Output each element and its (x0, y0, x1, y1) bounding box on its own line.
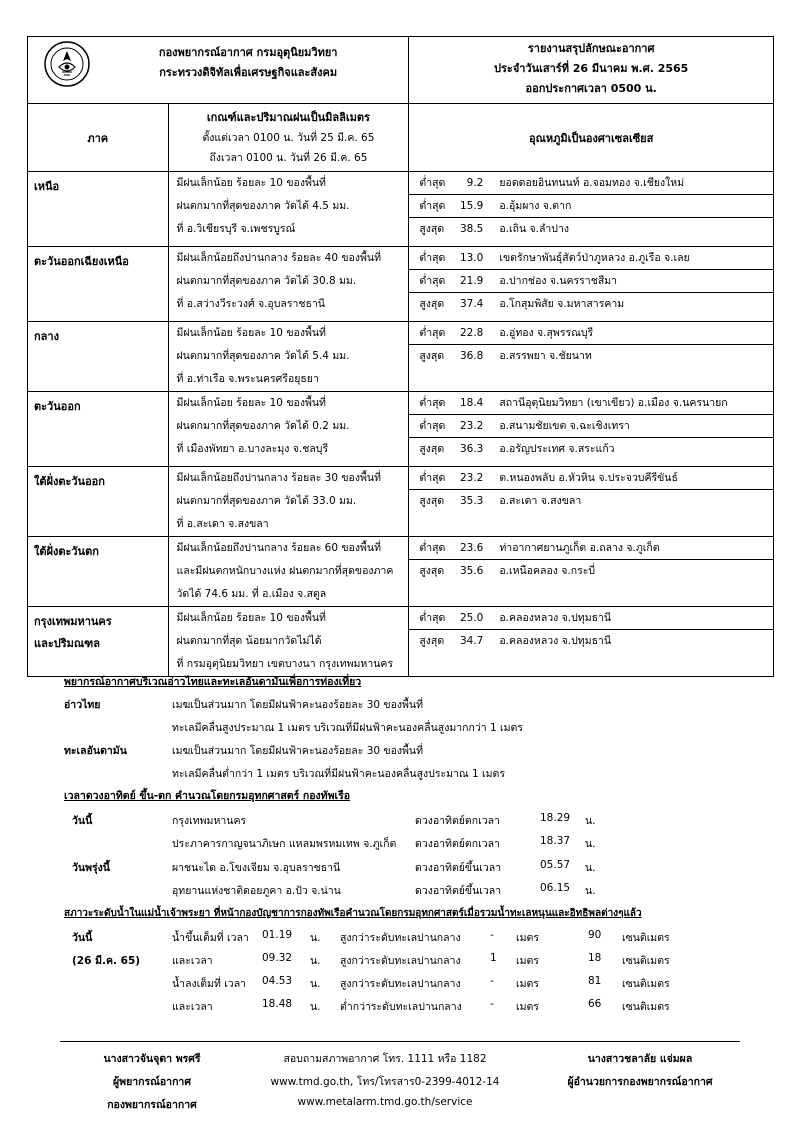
sun-event: ดวงอาทิตย์ตกเวลา (415, 815, 500, 827)
temp-label: สูงสุด (419, 223, 445, 235)
temp-label: สูงสุด (419, 350, 445, 362)
sun-time: 05.57 (540, 859, 571, 871)
tide-unit: น. (310, 978, 321, 990)
rain-cell (168, 537, 409, 607)
andaman-line1: เมฆเป็นส่วนมาก โดยมีฝนฟ้าคะนองร้อยละ 30 ของพื้นที่ (172, 745, 424, 757)
region-name-cell (28, 537, 169, 607)
temp-row (409, 247, 773, 270)
sun-event: ดวงอาทิตย์ขึ้นเวลา (415, 885, 502, 897)
sun-time: 18.37 (540, 835, 571, 847)
temp-value: 35.3 (459, 495, 484, 507)
rain-line: มีฝนเล็กน้อยถึงปานกลาง ร้อยละ 40 ของพื้นที่ (176, 252, 381, 264)
rain-line: มีฝนเล็กน้อย ร้อยละ 10 ของพื้นที่ (176, 177, 326, 189)
rain-line: วัดได้ 74.6 มม. ที่ อ.เมือง จ.สตูล (176, 588, 327, 600)
temp-value: 21.9 (459, 275, 484, 287)
tide-desc: และเวลา (172, 1001, 213, 1013)
temp-value: 18.4 (459, 397, 484, 409)
rain-cell (168, 392, 409, 467)
temp-location: สถานีอุตุนิยมวิทยา (เขาเขียว) อ.เมือง จ.นครนายก (499, 397, 728, 409)
temp-label: ต่ำสุด (419, 275, 446, 287)
sun-event: ดวงอาทิตย์ขึ้นเวลา (415, 862, 502, 874)
tide-meters-unit: เมตร (516, 932, 539, 944)
tide-cm: 66 (588, 998, 602, 1010)
director-name: นางสาวชลาลัย แจ่มผล (587, 1053, 693, 1065)
rain-header-to: ถึงเวลา 0100 น. วันที่ 26 มี.ค. 65 (209, 152, 368, 164)
region-name-cell (28, 467, 169, 537)
rain-line: ที่ กรมอุตุนิยมวิทยา เขตบางนา กรุงเทพมหานคร (176, 658, 394, 670)
region-header-label: ภาค (87, 131, 109, 145)
tourism-title: พยากรณ์อากาศบริเวณอ่าวไทยและทะเลอันดามันเพื่อการท่องเที่ยว (64, 676, 362, 688)
temp-location: เขตรักษาพันธุ์สัตว์ป่าภูหลวง อ.ภูเรือ จ.เลย (499, 252, 690, 264)
rain-line: ฝนตกมากที่สุดของภาค วัดได้ 30.8 มม. (176, 275, 357, 287)
rain-line: ฝนตกมากที่สุด น้อยมากวัดไม่ได้ (176, 635, 322, 647)
tide-time: 01.19 (262, 929, 293, 941)
tide-title: สภาวะระดับน้ำในแม่น้ำเจ้าพระยา ที่หน้ากองบัญชาการกองทัพเรือคำนวณโดยกรมอุทกศาสตร์เมื่อรวมน้ำทะเลหนุนและอิทธิพลต่างๆแล้ว (64, 908, 642, 919)
sun-place: กรุงเทพมหานคร (172, 815, 247, 827)
sun-unit: น. (585, 815, 596, 827)
tide-time: 18.48 (262, 998, 293, 1010)
rain-line: มีฝนเล็กน้อย ร้อยละ 10 ของพื้นที่ (176, 327, 326, 339)
andaman-line2: ทะเลมีคลื่นต่ำกว่า 1 เมตร บริเวณที่มีฝนฟ้าคะนองคลื่นสูงประมาณ 1 เมตร (172, 768, 505, 780)
temp-value: 23.6 (459, 542, 484, 554)
temp-value: 15.9 (459, 200, 484, 212)
temp-cell (409, 537, 774, 607)
tide-time: 04.53 (262, 975, 293, 987)
rain-line: และมีฝนตกหนักบางแห่ง ฝนตกมากที่สุดของภาค (176, 565, 394, 577)
tide-meters: - (490, 929, 494, 941)
temp-location: ยอดดอยอินทนนท์ อ.จอมทอง จ.เชียงใหม่ (499, 177, 685, 189)
temp-row (409, 467, 773, 490)
temp-row (409, 293, 773, 316)
temp-row (409, 537, 773, 560)
rain-line: ฝนตกมากที่สุดของภาค วัดได้ 5.4 มม. (176, 350, 350, 362)
temp-location: ท่าอากาศยานภูเก็ต อ.ถลาง จ.ภูเก็ต (499, 542, 660, 554)
tide-meters-unit: เมตร (516, 955, 539, 967)
region-name: เหนือ (34, 180, 60, 193)
temp-location: อ.อุ้มผาง จ.ตาก (499, 200, 572, 212)
temp-row (409, 415, 773, 438)
temp-location: อ.อรัญประเทศ จ.สระแก้ว (499, 443, 615, 455)
sun-title: เวลาดวงอาทิตย์ ขึ้น-ตก คำนวณโดยกรมอุทกศาสตร์ กองทัพเรือ (64, 790, 351, 802)
temp-row (409, 172, 773, 195)
rain-cell (168, 467, 409, 537)
rain-line: ที่ อ.วิเชียรบุรี จ.เพชรบูรณ์ (176, 223, 296, 235)
sun-tomorrow-label: วันพรุ่งนี้ (72, 862, 110, 874)
weather-summary-table (27, 36, 774, 677)
temp-value: 36.8 (459, 350, 484, 362)
tide-unit: น. (310, 932, 321, 944)
rain-line: ฝนตกมากที่สุดของภาค วัดได้ 33.0 มม. (176, 495, 357, 507)
region-name: ตะวันออก (34, 400, 81, 413)
temp-value: 36.3 (459, 443, 484, 455)
region-row (28, 607, 774, 677)
tide-unit: น. (310, 955, 321, 967)
temp-location: อ.สนามชัยเขต จ.ฉะเชิงเทรา (499, 420, 630, 432)
region-row (28, 537, 774, 607)
rain-line: ฝนตกมากที่สุดของภาค วัดได้ 0.2 มม. (176, 420, 350, 432)
temp-label: ต่ำสุด (419, 200, 446, 212)
rain-line: มีฝนเล็กน้อยถึงปานกลาง ร้อยละ 30 ของพื้นที่ (176, 472, 381, 484)
sun-place: อุทยานแห่งชาติดอยภูคา อ.ปัว จ.น่าน (172, 885, 341, 897)
tide-time: 09.32 (262, 952, 293, 964)
rain-header-from: ตั้งแต่เวลา 0100 น. วันที่ 25 มี.ค. 65 (202, 132, 375, 144)
director-title: ผู้อำนวยการกองพยากรณ์อากาศ (567, 1076, 713, 1088)
temp-row (409, 345, 773, 368)
sun-unit: น. (585, 862, 596, 874)
temp-label: ต่ำสุด (419, 177, 446, 189)
temp-location: อ.เหนือคลอง จ.กระบี่ (499, 565, 596, 577)
sun-place: ประภาคารกาญจนาภิเษก แหลมพรหมเทพ จ.ภูเก็ต (172, 838, 397, 850)
tide-relation: สูงกว่าระดับทะเลปานกลาง (340, 978, 461, 990)
tide-cm-unit: เซนติเมตร (622, 932, 670, 944)
temp-value: 38.5 (459, 223, 484, 235)
temp-value: 13.0 (459, 252, 484, 264)
temp-label: สูงสุด (419, 298, 445, 310)
temp-value: 9.2 (466, 177, 484, 189)
tide-desc: น้ำลงเต็มที่ เวลา (172, 978, 247, 990)
temp-row (409, 392, 773, 415)
temp-location: อ.สะเดา จ.สงขลา (499, 495, 582, 507)
temp-location: อ.อู่ทอง จ.สุพรรณบุรี (499, 327, 594, 339)
temp-row (409, 270, 773, 293)
tide-date-label: (26 มี.ค. 65) (72, 955, 141, 967)
region-row (28, 172, 774, 247)
temp-cell (409, 172, 774, 247)
temp-location: อ.สรรพยา จ.ชัยนาท (499, 350, 592, 362)
temp-row (409, 218, 773, 241)
temp-cell (409, 607, 774, 677)
temp-value: 22.8 (459, 327, 484, 339)
sun-today-label: วันนี้ (72, 815, 93, 827)
temp-row (409, 490, 773, 513)
andaman-label: ทะเลอันดามัน (64, 745, 127, 757)
tide-cm: 81 (588, 975, 602, 987)
col-header-temp (409, 104, 774, 172)
tide-relation: ต่ำกว่าระดับทะเลปานกลาง (340, 1001, 462, 1013)
tide-today-label: วันนี้ (72, 932, 93, 944)
gulf-line1: เมฆเป็นส่วนมาก โดยมีฝนฟ้าคะนองร้อยละ 30 ของพื้นที่ (172, 699, 424, 711)
col-header-rain (168, 104, 409, 172)
rain-cell (168, 172, 409, 247)
region-rows (28, 172, 774, 677)
rain-line: ที่ อ.สว่างวีระวงศ์ จ.อุบลราชธานี (176, 298, 325, 310)
tmd-logo-seal (44, 41, 90, 87)
temp-value: 25.0 (459, 612, 484, 624)
temp-location: อ.ปากช่อง จ.นครราชสีมา (499, 275, 618, 287)
temp-label: ต่ำสุด (419, 612, 446, 624)
temp-row (409, 607, 773, 630)
rain-cell (168, 322, 409, 392)
rain-line: มีฝนเล็กน้อย ร้อยละ 10 ของพื้นที่ (176, 612, 326, 624)
region-name: ตะวันออกเฉียงเหนือ (34, 255, 129, 268)
gulf-line2: ทะเลมีคลื่นสูงประมาณ 1 เมตร บริเวณที่มีฝนฟ้าคะนองคลื่นสูงมากกว่า 1 เมตร (172, 722, 523, 734)
sun-event: ดวงอาทิตย์ตกเวลา (415, 838, 500, 850)
temp-location: อ.เถิน จ.ลำปาง (499, 223, 569, 235)
contact-phone: สอบถามสภาพอากาศ โทร. 1111 หรือ 1182 (283, 1053, 487, 1065)
report-issue-time: ออกประกาศเวลา 0500 น. (525, 82, 657, 95)
region-row (28, 467, 774, 537)
tide-cm-unit: เซนติเมตร (622, 955, 670, 967)
region-name-cell (28, 247, 169, 322)
rain-line: มีฝนเล็กน้อย ร้อยละ 10 ของพื้นที่ (176, 397, 326, 409)
temp-cell (409, 247, 774, 322)
tide-cm: 90 (588, 929, 602, 941)
tide-desc: และเวลา (172, 955, 213, 967)
gulf-label: อ่าวไทย (64, 699, 101, 711)
tide-meters: - (490, 975, 494, 987)
region-name: ใต้ฝั่งตะวันออก (34, 475, 105, 488)
contact-website[interactable]: www.tmd.go.th, โทร/โทรสาร0-2399-4012-14 (270, 1076, 500, 1088)
tide-relation: สูงกว่าระดับทะเลปานกลาง (340, 932, 461, 944)
tide-desc: น้ำขึ้นเต็มที่ เวลา (172, 932, 249, 944)
temp-location: อ.คลองหลวง จ.ปทุมธานี (499, 635, 612, 647)
rain-header-title: เกณฑ์และปริมาณฝนเป็นมิลลิเมตร (206, 111, 370, 124)
temp-value: 23.2 (459, 420, 484, 432)
tide-cm-unit: เซนติเมตร (622, 1001, 670, 1013)
region-name-cell (28, 392, 169, 467)
report-date: ประจำวันเสาร์ที่ 26 มีนาคม พ.ศ. 2565 (494, 62, 689, 75)
region-name-cell (28, 322, 169, 392)
temp-label: สูงสุด (419, 495, 445, 507)
temp-row (409, 322, 773, 345)
temp-label: ต่ำสุด (419, 397, 446, 409)
region-name: กลาง (34, 330, 59, 343)
tide-meters-unit: เมตร (516, 978, 539, 990)
tide-meters: - (490, 998, 494, 1010)
rain-line: มีฝนเล็กน้อยถึงปานกลาง ร้อยละ 60 ของพื้นที่ (176, 542, 381, 554)
forecaster-name: นางสาวจันจุดา พรศรี (103, 1053, 201, 1065)
metalarm-link[interactable]: www.metalarm.tmd.go.th/service (297, 1096, 473, 1108)
region-name-cell (28, 172, 169, 247)
region-name: กรุงเทพมหานคร (34, 615, 112, 628)
forecaster-division: กองพยากรณ์อากาศ (107, 1099, 197, 1111)
temp-location: ต.หนองพลับ อ.หัวหิน จ.ประจวบคีรีขันธ์ (499, 472, 678, 484)
region-row (28, 247, 774, 322)
region-name-cell (28, 607, 169, 677)
region-name-line2: และปริมณฑล (34, 637, 100, 650)
temp-label: ต่ำสุด (419, 327, 446, 339)
org-line1: กองพยากรณ์อากาศ กรมอุตุนิยมวิทยา (158, 46, 338, 59)
footer-divider (60, 1041, 740, 1042)
rain-line: ที่ อ.สะเดา จ.สงขลา (176, 518, 269, 530)
temp-value: 35.6 (459, 565, 484, 577)
rain-cell (168, 247, 409, 322)
temp-label: ต่ำสุด (419, 252, 446, 264)
sun-unit: น. (585, 838, 596, 850)
temp-location: อ.คลองหลวง จ.ปทุมธานี (499, 612, 612, 624)
temp-row (409, 195, 773, 218)
temp-header-title: อุณหภูมิเป็นองศาเซลเซียส (529, 131, 654, 145)
org-line2: กระทรวงดิจิทัลเพื่อเศรษฐกิจและสังคม (159, 66, 338, 79)
tide-cm: 18 (588, 952, 602, 964)
sun-place: ผาชนะได อ.โขงเจียม จ.อุบลราชธานี (172, 862, 341, 874)
tide-meters: 1 (490, 952, 497, 964)
temp-cell (409, 392, 774, 467)
temp-label: สูงสุด (419, 565, 445, 577)
temp-location: อ.โกสุมพิสัย จ.มหาสารคาม (499, 298, 625, 310)
sun-time: 06.15 (540, 882, 571, 894)
temp-cell (409, 467, 774, 537)
tide-unit: น. (310, 1001, 321, 1013)
tide-relation: สูงกว่าระดับทะเลปานกลาง (340, 955, 461, 967)
temp-cell (409, 322, 774, 392)
temp-value: 37.4 (459, 298, 484, 310)
report-title: รายงานสรุปลักษณะอากาศ (527, 42, 655, 55)
temp-label: สูงสุด (419, 635, 445, 647)
col-header-region (28, 104, 169, 172)
sun-time: 18.29 (540, 812, 571, 824)
region-name: ใต้ฝั่งตะวันตก (34, 545, 99, 558)
sun-unit: น. (585, 885, 596, 897)
temp-label: ต่ำสุด (419, 542, 446, 554)
report-header (409, 37, 773, 99)
rain-line: ที่ เมืองพัทยา อ.บางละมุง จ.ชลบุรี (176, 443, 329, 455)
rain-line: ฝนตกมากที่สุดของภาค วัดได้ 4.5 มม. (176, 200, 350, 212)
tide-meters-unit: เมตร (516, 1001, 539, 1013)
temp-label: สูงสุด (419, 443, 445, 455)
temp-row (409, 560, 773, 583)
rain-cell (168, 607, 409, 677)
forecaster-title: ผู้พยากรณ์อากาศ (113, 1076, 191, 1088)
temp-row (409, 438, 773, 461)
tide-cm-unit: เซนติเมตร (622, 978, 670, 990)
report-header-cell (409, 37, 774, 104)
temp-value: 34.7 (459, 635, 484, 647)
temp-row (409, 630, 773, 653)
temp-value: 23.2 (459, 472, 484, 484)
rain-line: ที่ อ.ท่าเรือ จ.พระนครศรีอยุธยา (176, 373, 319, 385)
temp-label: ต่ำสุด (419, 472, 446, 484)
temp-label: ต่ำสุด (419, 420, 446, 432)
region-row (28, 322, 774, 392)
region-row (28, 392, 774, 467)
